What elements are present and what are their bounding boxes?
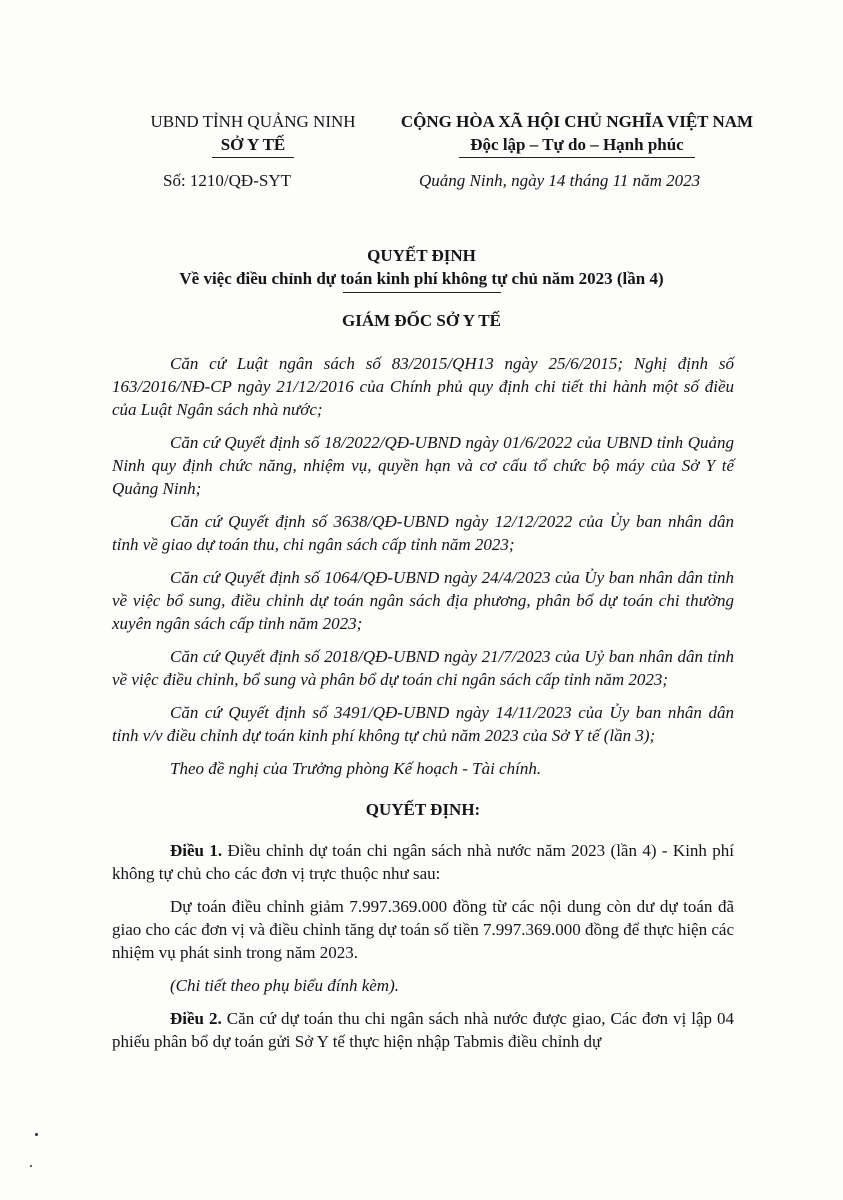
legal-basis-item: Căn cứ Quyết định số 3638/QĐ-UBND ngày 12/12/2022 của Ủy ban nhân dân tỉnh về giao dự toán thu, chi ngân sách cấp tỉnh năm 2023; [112, 512, 734, 554]
scan-speck [35, 1133, 38, 1136]
legal-bases [112, 352, 734, 780]
article-1-note: (Chi tiết theo phụ biểu đính kèm). [170, 976, 399, 995]
legal-basis-item: Căn cứ Luật ngân sách số 83/2015/QH13 ngày 25/6/2015; Nghị định số 163/2016/NĐ-CP ngày 21/12/2016 của Chính phủ quy định chi tiết thi hành một số điều của Luật Ngân sách nhà nước; [112, 354, 734, 419]
issuing-authority: GIÁM ĐỐC SỞ Y TẾ [341, 311, 501, 330]
agency-underline [212, 157, 294, 158]
national-motto [372, 110, 782, 158]
legal-basis-item: Căn cứ Quyết định số 3491/QĐ-UBND ngày 14/11/2023 của Ủy ban nhân dân tỉnh v/v điều chỉnh dự toán kinh phí không tự chủ năm 2023 của Sở Y tế (lần 3); [112, 703, 734, 745]
article-1-para2: Dự toán điều chỉnh giảm 7.997.369.000 đồng từ các nội dung còn dư dự toán đã giao cho các đơn vị và điều chỉnh tăng dự toán số tiền 7.997.369.000 đồng để thực hiện các nhiệm vụ phát sinh trong năm 2023. [112, 897, 734, 962]
article-1-label: Điều 1. [170, 841, 223, 860]
article-1-para1 [112, 839, 734, 885]
scan-speck [30, 1165, 32, 1167]
place-date: Quảng Ninh, ngày 14 tháng 11 năm 2023 [419, 171, 701, 190]
agency-name: SỞ Y TẾ [220, 135, 286, 154]
title-main: QUYẾT ĐỊNH [367, 246, 476, 265]
motto-underline [459, 157, 695, 158]
document-body [112, 352, 734, 1063]
motto: Độc lập – Tự do – Hạnh phúc [470, 135, 684, 154]
country-name: CỘNG HÒA XÃ HỘI CHỦ NGHĨA VIỆT NAM [400, 112, 754, 131]
agency-parent: UBND TỈNH QUẢNG NINH [150, 112, 356, 131]
decision-heading: QUYẾT ĐỊNH: [365, 800, 481, 819]
proposal-line: Theo đề nghị của Trưởng phòng Kế hoạch - Tài chính. [170, 759, 542, 778]
document-number: Số: 1210/QĐ-SYT [163, 171, 291, 190]
article-2 [112, 1007, 734, 1053]
article-1-text: Điều chỉnh dự toán chi ngân sách nhà nước năm 2023 (lần 4) - Kinh phí không tự chủ cho các đơn vị trực thuộc như sau: [112, 841, 735, 883]
legal-basis-item: Căn cứ Quyết định số 1064/QĐ-UBND ngày 24/4/2023 của Ủy ban nhân dân tỉnh về việc bổ sung, điều chỉnh dự toán ngân sách địa phương, phân bổ dự toán chi thường xuyên ngân sách cấp tỉnh năm 2023; [112, 568, 734, 633]
legal-basis-item: Căn cứ Quyết định số 2018/QĐ-UBND ngày 21/7/2023 của Uỷ ban nhân dân tỉnh về việc điều chỉnh, bổ sung và phân bổ dự toán chi ngân sách cấp tỉnh năm 2023; [112, 647, 734, 689]
article-2-text: Căn cứ dự toán thu chi ngân sách nhà nước được giao, Các đơn vị lập 04 phiếu phân bổ dự toán gửi Sở Y tế thực hiện nhập Tabmis điều chỉnh dự [112, 1009, 735, 1051]
title-subject: Về việc điều chỉnh dự toán kinh phí không tự chủ năm 2023 (lần 4) [179, 269, 664, 288]
document-title [0, 244, 843, 293]
title-underline [343, 292, 501, 293]
article-1 [112, 839, 734, 997]
legal-basis-item: Căn cứ Quyết định số 18/2022/QĐ-UBND ngày 01/6/2022 của UBND tỉnh Quảng Ninh quy định chức năng, nhiệm vụ, quyền hạn và cơ cấu tổ chức bộ máy của Sở Y tế Quảng Ninh; [112, 433, 734, 498]
issuing-agency [128, 110, 378, 158]
article-2-label: Điều 2. [170, 1009, 222, 1028]
article-2-para1 [112, 1007, 734, 1053]
